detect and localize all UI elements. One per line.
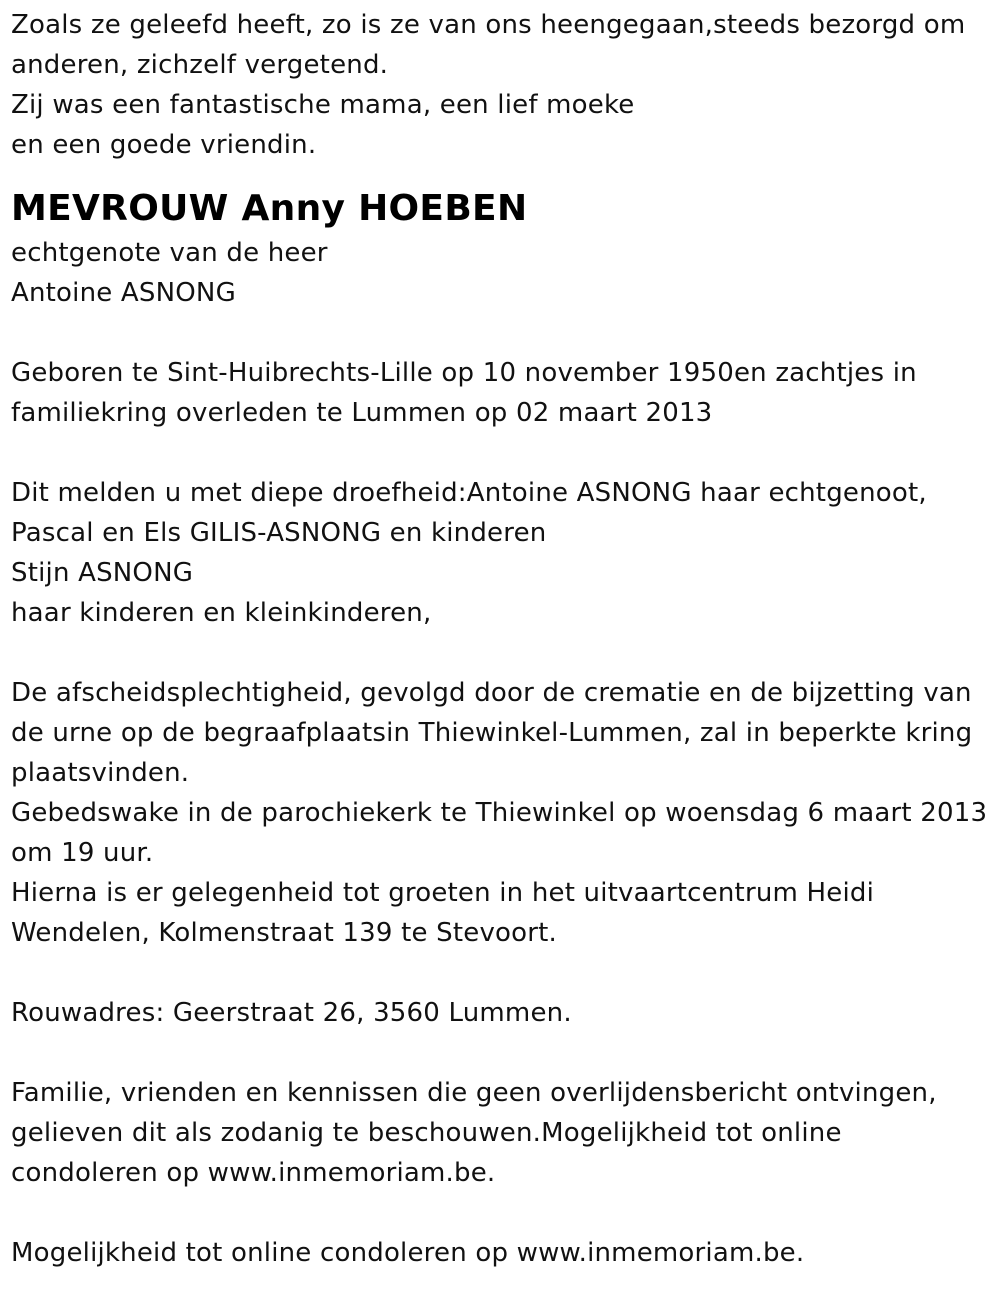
announcement-line: Pascal en Els GILIS-ASNONG en kinderen (11, 518, 547, 548)
birth-death-line: familiekring overleden te Lummen op 02 maart 2013 (11, 398, 713, 428)
poem-section (11, 5, 991, 165)
ceremony-line: Gebedswake in de parochiekerk te Thiewinkel op woensdag 6 maart 2013 (11, 798, 988, 828)
mourning-address: Rouwadres: Geerstraat 26, 3560 Lummen. (11, 998, 572, 1028)
spacer (11, 1033, 991, 1073)
spacer (11, 313, 991, 353)
spacer (11, 953, 991, 993)
obituary-document (11, 5, 991, 1273)
relation-line: echtgenote van de heer (11, 238, 328, 268)
announcement-line: haar kinderen en kleinkinderen, (11, 598, 432, 628)
notice-section (11, 1073, 991, 1193)
poem-line: Zoals ze geleefd heeft, zo is ze van ons heengegaan,steeds bezorgd om (11, 10, 966, 40)
deceased-name-block (11, 185, 991, 233)
notice-line: gelieven dit als zodanig te beschouwen.Mogelijkheid tot online (11, 1118, 842, 1148)
footer-section (11, 1233, 991, 1273)
birth-death-section (11, 353, 991, 433)
poem-line: anderen, zichzelf vergetend. (11, 50, 389, 80)
relation-line: Antoine ASNONG (11, 278, 236, 308)
spacer (11, 1193, 991, 1233)
ceremony-line: de urne op de begraafplaatsin Thiewinkel-Lummen, zal in beperkte kring (11, 718, 973, 748)
ceremony-line: Wendelen, Kolmenstraat 139 te Stevoort. (11, 918, 558, 948)
address-section (11, 993, 991, 1033)
poem-line: en een goede vriendin. (11, 130, 317, 160)
announcement-section (11, 473, 991, 633)
online-condolence-note: Mogelijkheid tot online condoleren op www.inmemoriam.be. (11, 1238, 805, 1268)
ceremony-line: om 19 uur. (11, 838, 154, 868)
ceremony-line: Hierna is er gelegenheid tot groeten in het uitvaartcentrum Heidi (11, 878, 875, 908)
notice-line: Familie, vrienden en kennissen die geen overlijdensbericht ontvingen, (11, 1078, 937, 1108)
poem-line: Zij was een fantastische mama, een lief moeke (11, 90, 635, 120)
announcement-line: Stijn ASNONG (11, 558, 194, 588)
notice-line: condoleren op www.inmemoriam.be. (11, 1158, 496, 1188)
spacer (11, 433, 991, 473)
relation-section (11, 233, 991, 313)
deceased-name: MEVROUW Anny HOEBEN (11, 188, 528, 229)
birth-death-line: Geboren te Sint-Huibrechts-Lille op 10 november 1950en zachtjes in (11, 358, 917, 388)
spacer (11, 633, 991, 673)
ceremony-line: plaatsvinden. (11, 758, 190, 788)
ceremony-line: De afscheidsplechtigheid, gevolgd door de crematie en de bijzetting van (11, 678, 972, 708)
announcement-line: Dit melden u met diepe droefheid:Antoine ASNONG haar echtgenoot, (11, 478, 927, 508)
ceremony-section (11, 673, 991, 953)
